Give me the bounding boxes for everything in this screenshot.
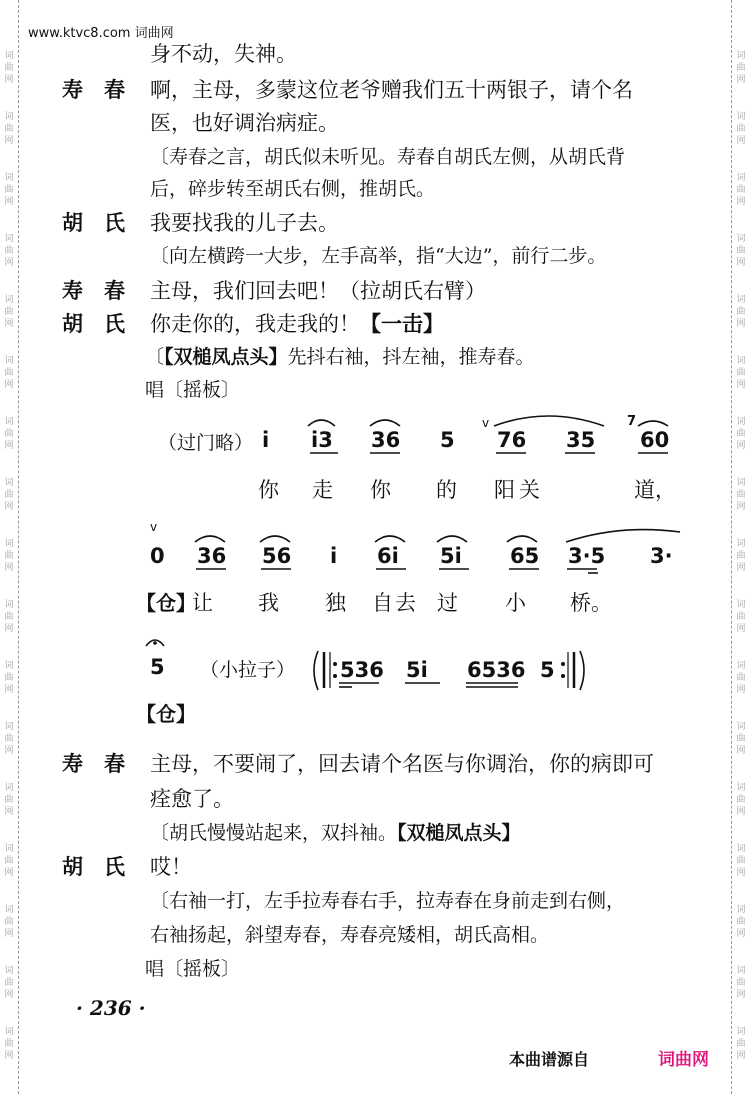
watermark-glyphs: 词 曲 网 <box>736 844 746 878</box>
percussion-cue: 【一击】 <box>360 311 444 336</box>
score-note: 56 <box>262 544 292 568</box>
slur-arc <box>437 536 467 542</box>
watermark-glyphs: 词 曲 网 <box>736 905 746 939</box>
watermark-glyphs: 词 曲 网 <box>4 600 14 634</box>
dialogue-line: 哎！ <box>150 855 192 879</box>
breath-mark: v <box>482 416 490 430</box>
percussion-cue: 【仓】 <box>136 702 196 726</box>
watermark-glyphs: 词 曲 网 <box>736 1027 746 1061</box>
watermark-glyphs: 词 曲 网 <box>736 539 746 573</box>
speaker-name: 寿 春 <box>62 278 125 303</box>
score-label: （小拉子） <box>200 659 296 681</box>
dialogue-line: 痊愈了。 <box>150 787 234 811</box>
speaker-name: 胡 氏 <box>62 210 125 235</box>
slur-arc <box>507 536 537 542</box>
lyric: 你 <box>258 478 279 502</box>
score-note: 6536 <box>467 658 526 682</box>
speaker-name: 胡 氏 <box>62 311 125 336</box>
watermark-glyphs: 词 曲 网 <box>4 783 14 817</box>
lyric: 独 <box>325 591 346 615</box>
lyric: 阳关 <box>494 478 544 502</box>
score-note: 5 <box>540 658 555 682</box>
dialogue-line: 我要找我的儿子去。 <box>150 211 339 235</box>
watermark-glyphs: 词 曲 网 <box>4 356 14 390</box>
direction-text: 先抖右袖，抖左袖，推寿春。 <box>287 346 535 368</box>
lyric: 你 <box>370 478 391 502</box>
stage-direction: 〔右袖一打，左手拉寿春右手，拉寿春在身前走到右侧， <box>150 890 626 912</box>
score-intro: （过门略） <box>158 432 254 454</box>
score-note: 5i <box>440 544 462 568</box>
score-note: 35 <box>566 428 596 452</box>
watermark-glyphs: 词 曲 网 <box>4 661 14 695</box>
watermark-glyphs: 词 曲 网 <box>4 966 14 1000</box>
watermark-glyphs: 词 曲 网 <box>736 661 746 695</box>
score-note: i <box>330 544 338 568</box>
score-note: 5i <box>406 658 428 682</box>
bracket-open: 〔 <box>145 346 165 368</box>
watermark-glyphs: 词 曲 网 <box>4 417 14 451</box>
score-note: 36 <box>371 428 401 452</box>
direction-text: 〔胡氏慢慢站起来，双抖袖。 <box>150 822 398 844</box>
footer-brand: 词曲网 <box>658 1050 709 1070</box>
page-number: · 236 · <box>76 996 146 1020</box>
watermark-glyphs: 词 曲 网 <box>4 722 14 756</box>
speaker-name: 寿 春 <box>62 751 125 776</box>
score-note: i3 <box>311 428 333 452</box>
score-note: 5 <box>440 428 455 452</box>
watermark-glyphs: 词 曲 网 <box>4 295 14 329</box>
score-note: 5 <box>150 655 165 679</box>
grace-note: 7 <box>627 414 637 429</box>
stage-direction: 右袖扬起，斜望寿春，寿春亮矮相，胡氏高相。 <box>150 924 550 946</box>
watermark-glyphs: 词 曲 网 <box>736 173 746 207</box>
watermark-glyphs: 词 曲 网 <box>736 234 746 268</box>
dialogue-text: 你走你的，我走我的！ <box>150 312 360 336</box>
slur-arc <box>308 420 335 426</box>
watermark-glyphs: 词 曲 网 <box>736 478 746 512</box>
lyric: 走 <box>312 478 333 502</box>
watermark-glyphs: 词 曲 网 <box>4 539 14 573</box>
percussion-cue: 【双槌凤点头】 <box>397 822 521 844</box>
slur-arc <box>195 536 225 542</box>
speaker-name: 胡 氏 <box>62 854 125 879</box>
watermark-glyphs: 词 曲 网 <box>736 783 746 817</box>
score-note: 3·5 <box>568 544 606 568</box>
watermark-glyphs: 词 曲 网 <box>4 844 14 878</box>
slur-arc <box>260 536 290 542</box>
watermark-glyphs: 词 曲 网 <box>736 600 746 634</box>
lyric: 让 <box>192 591 213 615</box>
score-note: 0 <box>150 544 165 568</box>
dialogue-line: 主母，不要闹了，回去请个名医与你调治，你的病即可 <box>150 752 654 776</box>
watermark-glyphs: 词 曲 网 <box>4 1027 14 1061</box>
percussion-cue: 【仓】 <box>136 591 196 615</box>
score-note: 536 <box>340 658 384 682</box>
slur-arc <box>370 420 400 426</box>
watermark-glyphs: 词 曲 网 <box>4 51 14 85</box>
lyric: 我 <box>258 591 279 615</box>
score-note: 6i <box>377 544 399 568</box>
watermark-glyphs: 词 曲 网 <box>736 51 746 85</box>
stage-direction: 〔寿春之言，胡氏似未听见。寿春自胡氏左侧，从胡氏背 <box>150 146 626 168</box>
slur-arc <box>638 421 668 426</box>
lyric: 的 <box>436 478 457 502</box>
dialogue-line: 医，也好调治病症。 <box>150 111 339 135</box>
dialogue-line: 啊，主母，多蒙这位老爷赠我们五十两银子，请个名 <box>150 78 633 102</box>
score-note: 36 <box>197 544 227 568</box>
score-note: 65 <box>510 544 540 568</box>
sing-marker: 唱〔摇板〕 <box>145 379 241 401</box>
watermark-glyphs: 词 曲 网 <box>736 417 746 451</box>
lyric: 道， <box>634 478 676 502</box>
sing-marker: 唱〔摇板〕 <box>145 958 241 980</box>
stage-text: 身不动，失神。 <box>150 42 297 66</box>
site-header: www.ktvc8.com 词曲网 <box>28 26 174 41</box>
speaker-name: 寿 春 <box>62 77 125 102</box>
score-note: 3· <box>650 544 673 568</box>
slur-arc <box>566 530 680 542</box>
slur-arc <box>375 536 405 542</box>
watermark-glyphs: 词 曲 网 <box>4 905 14 939</box>
watermark-glyphs: 词 曲 网 <box>736 295 746 329</box>
lyric: 过 <box>437 591 458 615</box>
score-note: 60 <box>640 428 670 452</box>
watermark-glyphs: 词 曲 网 <box>736 112 746 146</box>
lyric: 小 <box>505 591 526 615</box>
watermark-glyphs: 词 曲 网 <box>736 356 746 390</box>
lyric: 自去 <box>372 591 418 615</box>
score-note: 76 <box>497 428 527 452</box>
slur-arc <box>494 416 604 426</box>
watermark-glyphs: 词 曲 网 <box>4 112 14 146</box>
stage-direction: 后，碎步转至胡氏右侧，推胡氏。 <box>150 178 436 200</box>
watermark-glyphs: 词 曲 网 <box>4 173 14 207</box>
stage-direction: 〔向左横跨一大步，左手高举，指“大边”，前行二步。 <box>150 245 607 267</box>
score-note: i <box>262 428 270 452</box>
watermark-glyphs: 词 曲 网 <box>4 234 14 268</box>
footer-credit: 本曲谱源自 <box>509 1050 590 1069</box>
percussion-cue: 【双槌凤点头】 <box>164 346 288 368</box>
breath-mark: v <box>150 520 158 534</box>
lyric: 桥。 <box>570 591 612 615</box>
dialogue-line: 主母，我们回去吧！（拉胡氏右臂） <box>150 279 486 303</box>
watermark-glyphs: 词 曲 网 <box>736 722 746 756</box>
watermark-glyphs: 词 曲 网 <box>4 478 14 512</box>
watermark-glyphs: 词 曲 网 <box>736 966 746 1000</box>
